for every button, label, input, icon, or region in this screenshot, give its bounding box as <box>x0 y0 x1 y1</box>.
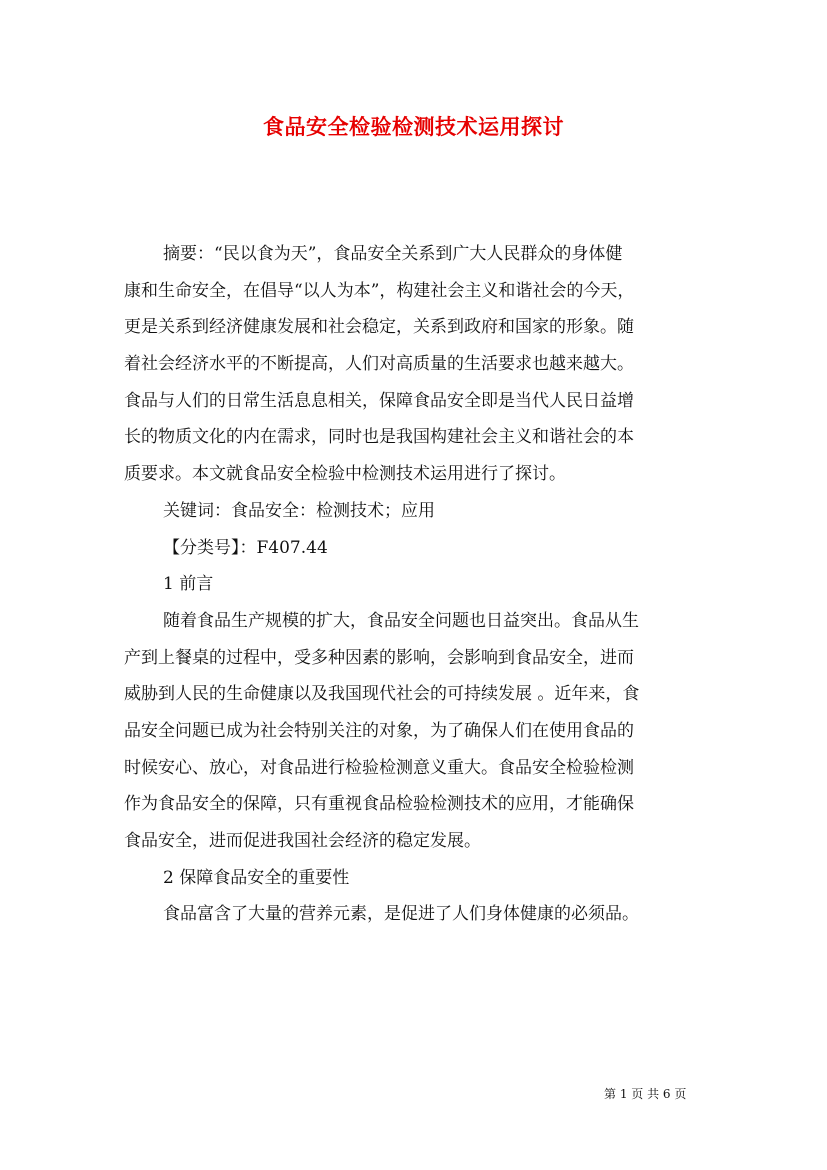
text-line: 【分类号】：F407.44 <box>163 537 328 558</box>
text-line: 时候安心、放心，对食品进行检验检测意义重大。食品安全检验检测 <box>124 757 634 778</box>
text-line: 质要求。本文就食品安全检验中检测技术运用进行了探讨。 <box>124 464 566 485</box>
text-line: 作为食品安全的保障，只有重视食品检验检测技术的应用，才能确保 <box>124 794 634 815</box>
text-line: 食品与人们的日常生活息息相关，保障食品安全即是当代人民日益增 <box>124 390 634 411</box>
text-line: 1 前言 <box>163 574 214 595</box>
text-line: 食品安全，进而促进我国社会经济的稳定发展。 <box>124 831 481 851</box>
text-line: 威胁到人民的生命健康以及我国现代社会的可持续发展 。近年来，食 <box>124 684 640 705</box>
text-line: 更是关系到经济健康发展和社会稳定，关系到政府和国家的形象。随 <box>124 317 634 338</box>
text-line: 产到上餐桌的过程中，受多种因素的影响，会影响到食品安全，进而 <box>124 647 634 668</box>
document-body <box>124 236 714 933</box>
text-line: 关键词：食品安全：检测技术；应用 <box>163 500 435 521</box>
text-line: 品安全问题已成为社会特别关注的对象，为了确保人们在使用食品的 <box>124 720 634 741</box>
text-line: 摘要：“民以食为天”，食品安全关系到广大人民群众的身体健 <box>163 244 623 264</box>
document-title: 食品安全检验检测技术运用探讨 <box>263 114 564 139</box>
text-line: 2 保障食品安全的重要性 <box>163 867 350 888</box>
text-line: 长的物质文化的内在需求，同时也是我国构建社会主义和谐社会的本 <box>124 427 634 448</box>
text-line: 着社会经济水平的不断提高，人们对高质量的生活要求也越来越大。 <box>124 354 634 375</box>
text-line: 随着食品生产规模的扩大，食品安全问题也日益突出。食品从生 <box>163 610 639 631</box>
text-line: 康和生命安全，在倡导“以人为本”，构建社会主义和谐社会的今天， <box>124 280 635 301</box>
page-number: 第 1 页 共 6 页 <box>604 1087 687 1101</box>
text-line: 食品富含了大量的营养元素，是促进了人们身体健康的必须品。 <box>163 904 639 925</box>
